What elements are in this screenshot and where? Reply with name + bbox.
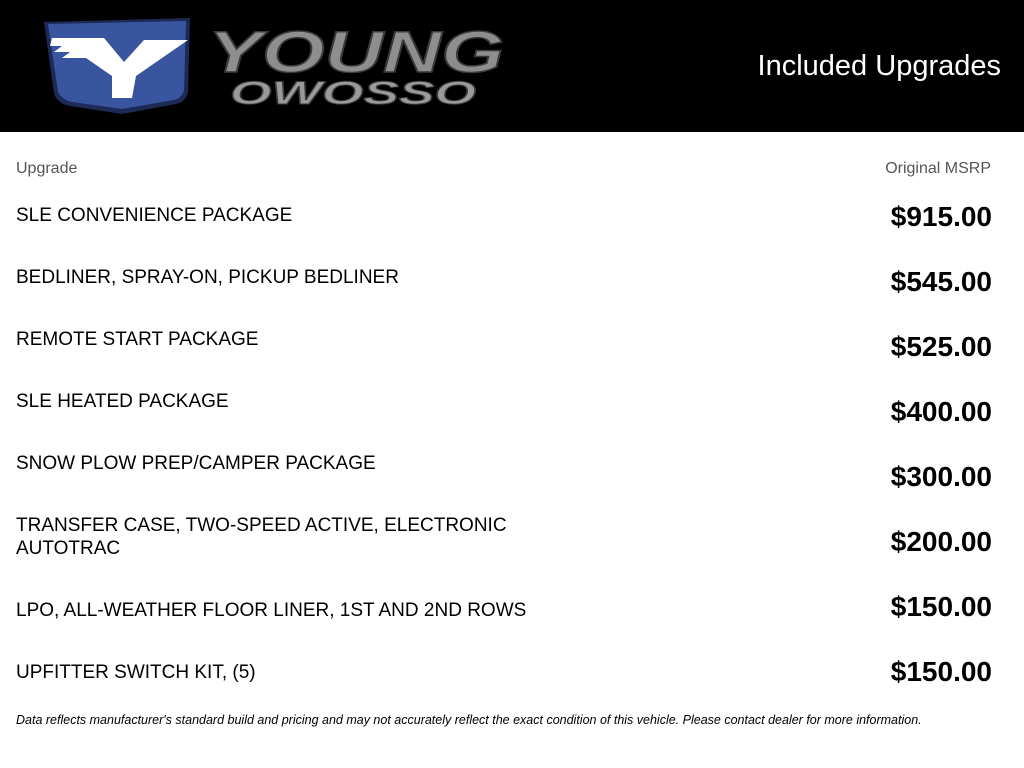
upgrade-price: $915.00: [890, 201, 992, 232]
logo-graphic: [40, 14, 510, 118]
logo-text-secondary: OWOSSO: [230, 75, 477, 111]
table-column-headers: [16, 160, 991, 180]
upgrade-row: [16, 201, 992, 264]
upgrade-row: [16, 390, 992, 450]
disclaimer-text: Data reflects manufacturer's standard build and pricing and may not accurately reflect the exact condition of this vehicle. Please contact dealer for more information.: [16, 713, 922, 727]
header-bar: [0, 0, 1024, 132]
upgrade-price: $400.00: [890, 396, 992, 427]
upgrade-price: $150.00: [890, 656, 992, 687]
upgrade-row: [16, 328, 992, 388]
upgrade-name: SNOW PLOW PREP/CAMPER PACKAGE: [16, 453, 376, 474]
upgrade-price: $545.00: [890, 266, 992, 297]
logo-text-primary: YOUNG: [208, 20, 504, 85]
upgrade-price: $150.00: [890, 591, 992, 622]
upgrade-price: $200.00: [890, 526, 992, 557]
upgrade-row: [16, 514, 992, 574]
column-header-upgrade: Upgrade: [16, 160, 78, 177]
upgrade-name: BEDLINER, SPRAY-ON, PICKUP BEDLINER: [16, 267, 399, 288]
upgrade-price: $525.00: [890, 331, 992, 362]
page-title: Included Upgrades: [757, 50, 1001, 82]
upgrade-name: UPFITTER SWITCH KIT, (5): [16, 662, 256, 683]
upgrade-row: [16, 591, 992, 659]
upgrade-row: [16, 452, 992, 512]
upgrade-name: SLE CONVENIENCE PACKAGE: [16, 205, 293, 226]
column-header-msrp: Original MSRP: [885, 160, 991, 177]
upgrade-price: $300.00: [890, 461, 992, 492]
upgrade-name: REMOTE START PACKAGE: [16, 329, 259, 350]
dealer-logo: [40, 14, 510, 118]
upgrade-row: [16, 266, 992, 326]
upgrade-name: LPO, ALL-WEATHER FLOOR LINER, 1ST AND 2ND ROWS: [16, 600, 527, 621]
upgrade-name: TRANSFER CASE, TWO-SPEED ACTIVE, ELECTRONIC AUTOTRAC: [16, 515, 507, 559]
upgrade-name: SLE HEATED PACKAGE: [16, 391, 229, 412]
